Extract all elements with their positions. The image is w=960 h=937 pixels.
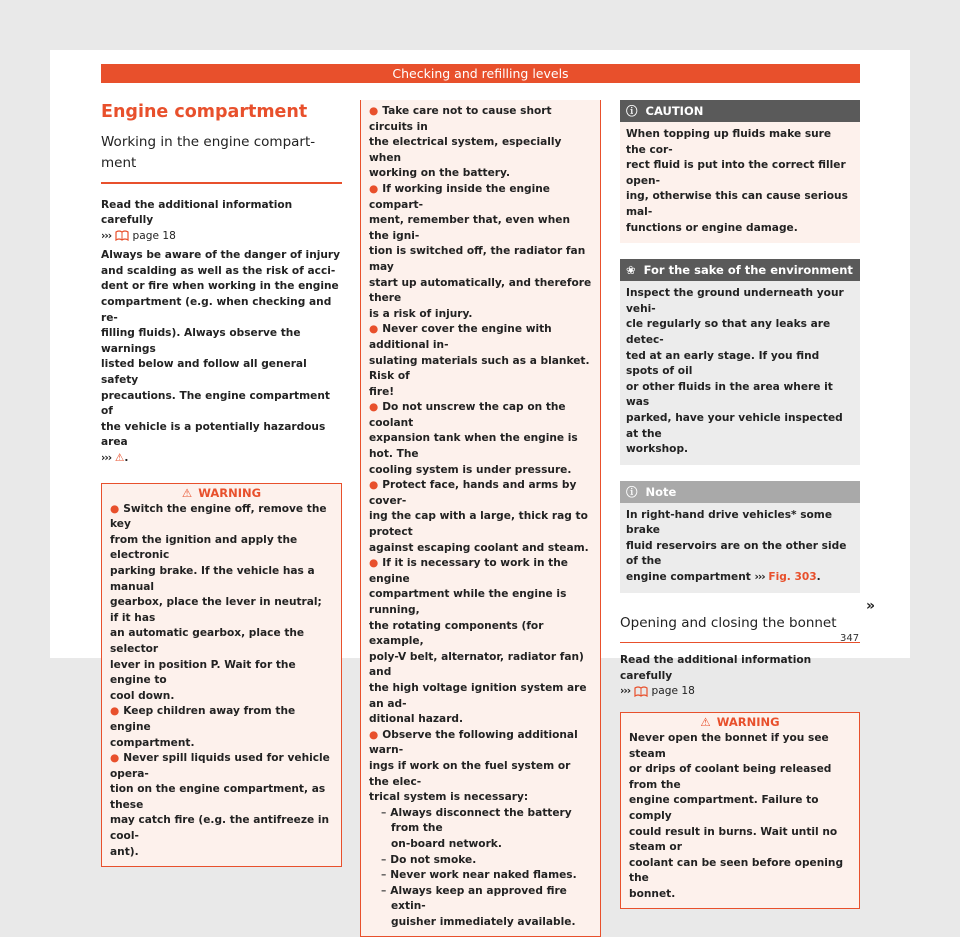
text-line: listed below and follow all general safety — [101, 358, 307, 387]
body-end-ref[interactable]: ››› ⚠. — [101, 452, 129, 464]
bullet-item: ● Do not unscrew the cap on the coolant expansion tank when the engine is hot. The cooling system is under pressure. — [369, 401, 578, 476]
text-line: bonnet. — [629, 887, 676, 900]
section-heading: Opening and closing the bonnet — [620, 614, 837, 631]
text-line: ing, otherwise this can cause serious mal- — [626, 190, 848, 218]
text-line: cle regularly so that any leaks are detec- — [626, 318, 831, 346]
leaf-icon: ❀ — [626, 263, 636, 278]
text-line: precautions. The engine compartment of — [101, 389, 330, 418]
caution-box — [620, 100, 860, 243]
bullet-item: ● Keep children away from the engine compartment. — [110, 705, 296, 749]
text-line: or other fluids in the area where it was — [626, 380, 833, 409]
text-line: Inspect the ground underneath your vehi- — [626, 287, 844, 315]
bullet-dot-icon: ● — [110, 752, 120, 765]
warning-box-continued — [360, 100, 601, 937]
bullet-dot-icon: ● — [369, 182, 379, 195]
book-icon — [115, 230, 129, 241]
page-title: Engine compartment — [101, 102, 308, 122]
dash-item: – Do not smoke. — [381, 853, 477, 866]
warning-header: ⚠ WARNING — [700, 714, 780, 729]
fig-ref-link[interactable]: Fig. 303 — [768, 571, 817, 584]
bullet-item: ● Never cover the engine with additional in- sulating materials such as a blanket. Risk of fire! — [369, 323, 590, 398]
dash-icon: – — [381, 869, 387, 882]
chapter-header: Checking and refilling levels — [101, 64, 860, 83]
text-line: the vehicle is a potentially hazardous area — [101, 420, 326, 449]
dash-item: – Never work near naked flames. — [381, 869, 577, 882]
warning-body — [102, 502, 341, 867]
text-line: or drips of coolant being released from the — [629, 763, 832, 791]
bullet-dot-icon: ● — [369, 401, 379, 414]
column-3 — [620, 100, 860, 909]
intro-ref[interactable]: ››› page 18 — [620, 685, 695, 698]
bullet-item: ● Protect face, hands and arms by cover- ing the cap with a large, thick rag to protect against escaping coolant and steam. — [369, 479, 589, 554]
environment-body — [620, 281, 860, 465]
dash-icon: – — [381, 806, 387, 819]
note-body: In right-hand drive vehicles* some brake fluid reservoirs are on the other side of the engine compartment ››› Fig. 303. — [620, 503, 860, 593]
arrow-icon: ››› — [754, 571, 765, 584]
text-line: filling fluids). Always observe the warnings — [101, 327, 301, 355]
warning-body — [621, 731, 859, 909]
arrow-icon: ››› — [101, 452, 112, 464]
caution-body — [620, 122, 860, 243]
dash-icon: – — [381, 884, 387, 897]
text-line: Always be aware of the danger of injury — [101, 249, 341, 262]
text-line: could result in burns. Wait until no steam or — [629, 825, 838, 854]
warning-triangle-icon: ⚠ — [181, 485, 193, 500]
bullet-dot-icon: ● — [110, 502, 120, 515]
warning-triangle-icon: ⚠ — [700, 714, 711, 729]
caution-header: ⓘ CAUTION — [620, 100, 860, 122]
column-2 — [360, 100, 601, 937]
bullet-dot-icon: ● — [369, 479, 379, 492]
intro-ref[interactable]: ››› page 18 — [101, 229, 176, 242]
text-line: dent or fire when working in the engine — [101, 280, 339, 293]
warning-box — [101, 483, 342, 868]
intro-line: Read the additional information carefully — [620, 654, 812, 682]
bullet-dot-icon: ● — [110, 705, 120, 718]
intro-line: Read the additional information carefully — [101, 198, 293, 227]
text-line: coolant can be seen before opening the — [629, 856, 844, 885]
bullet-dot-icon: ● — [369, 728, 379, 741]
text-line: When topping up fluids make sure the cor- — [626, 128, 832, 156]
text-line: and scalding as well as the risk of acci- — [101, 264, 336, 277]
text-line: parked, have your vehicle inspected at the — [626, 411, 843, 440]
text-line: workshop. — [626, 443, 689, 456]
info-icon: ⓘ — [626, 484, 638, 499]
page-number: 347 — [840, 633, 860, 644]
dash-item: – Always disconnect the battery from the on-board network. — [381, 806, 572, 850]
text-line: engine compartment. Failure to comply — [629, 794, 819, 822]
arrow-icon: ››› — [101, 229, 112, 242]
text-line: functions or engine damage. — [626, 221, 798, 234]
bullet-item: ● Observe the following additional warn- ings if work on the fuel system or the elec- trical system is necessary: — [369, 728, 578, 804]
bullet-item: ● Take care not to cause short circuits in the electrical system, especially when working on the battery. — [369, 105, 562, 180]
bullet-dot-icon: ● — [369, 323, 379, 336]
continue-marker: » — [866, 598, 876, 614]
environment-header: ❀ For the sake of the environment — [620, 259, 860, 281]
dash-item: – Always keep an approved fire extin- guisher immediately available. — [381, 884, 576, 928]
dash-icon: – — [381, 853, 387, 866]
warning-box — [620, 712, 860, 910]
bullet-item: ● Switch the engine off, remove the key from the ignition and apply the electronic parking brake. If the vehicle has a manual gearbox, place the lever in neutral; if it has an automatic gearbox, place the selector lever in position P. Wait for the engine to cool down. — [110, 502, 327, 702]
body-text — [101, 248, 342, 451]
warning-header: ⚠ WARNING — [181, 485, 262, 500]
info-circle-icon: ⓘ — [626, 104, 638, 118]
bullet-item: ● If working inside the engine compart- ment, remember that, even when the igni- tion is switched off, the radiator fan may start up automatically, and therefore there is a risk of injury. — [369, 182, 592, 320]
text-line: compartment (e.g. when checking and re- — [101, 296, 332, 324]
bullet-dot-icon: ● — [369, 557, 379, 570]
book-icon — [634, 686, 648, 697]
column-1 — [101, 100, 342, 867]
arrow-icon: ››› — [620, 685, 631, 698]
subheading: Working in the engine compart- ment — [101, 134, 316, 171]
bullet-item: ● Never spill liquids used for vehicle opera- tion on the engine compartment, as these may catch fire (e.g. the antifreeze in cool- ant). — [110, 752, 330, 858]
note-box — [620, 481, 860, 593]
bullet-dot-icon: ● — [369, 105, 379, 117]
note-header: ⓘ Note — [620, 481, 860, 503]
text-line: Never open the bonnet if you see steam — [629, 731, 829, 760]
text-line: ted at an early stage. If you find spots of oil — [626, 349, 820, 378]
bullet-item: ● If it is necessary to work in the engine compartment while the engine is running, the rotating components (for example, poly-V belt, alternator, radiator fan) and the high voltage ignition system are an ad- ditional hazard. — [369, 557, 587, 726]
text-line: rect fluid is put into the correct filler open- — [626, 159, 846, 187]
warning-triangle-icon: ⚠ — [114, 452, 125, 464]
environment-box — [620, 259, 860, 465]
